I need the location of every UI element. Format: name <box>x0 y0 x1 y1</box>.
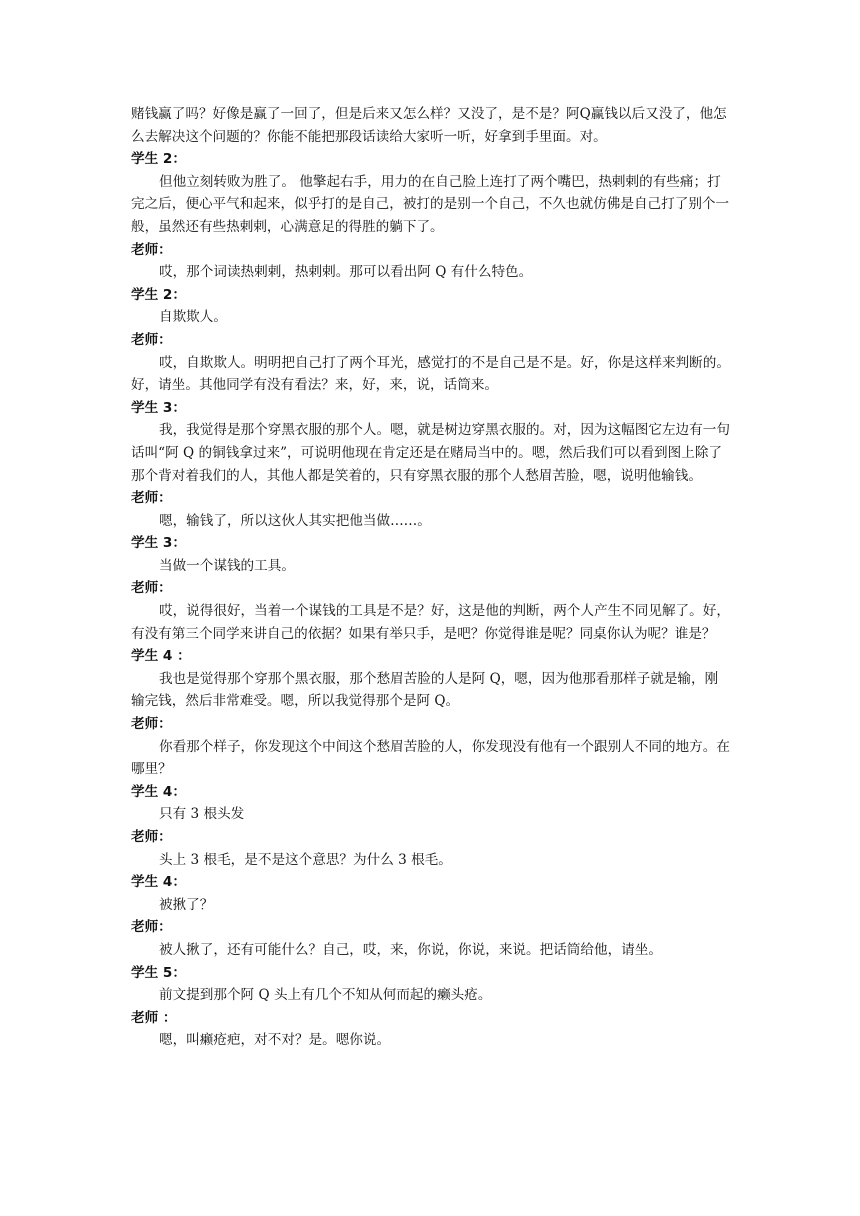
speech-paragraph: 我，我觉得是那个穿黑衣服的那个人。嗯，就是树边穿黑衣服的。对，因为这幅图它左边有一句话叫“阿 Q 的铜钱拿过来”，可说明他现在肯定还是在赌局当中的。嗯，然后我们可以看到图上除了那个背对着我们的人，其他人都是笑着的，只有穿黑衣服的那个人愁眉苦脸，嗯，说明他输钱。 <box>131 422 730 484</box>
intro-paragraph: 赌钱赢了吗？好像是赢了一回了，但是后来又怎么样？又没了，是不是？阿Q赢钱以后又没了，他怎么去解决这个问题的？你能不能把那段话读给大家听一听，好拿到手里面。对。 <box>131 106 727 145</box>
speech-paragraph: 哎，自欺欺人。明明把自己打了两个耳光，感觉打的不是自己是不是。好，你是这样来判断的。好，请坐。其他同学有没有看法？来，好，来，说，话筒来。 <box>131 354 730 394</box>
speech-paragraph: 头上 3 根毛，是不是这个意思？为什么 3 根毛。 <box>159 851 452 868</box>
speech-paragraph: 我也是觉得那个穿那个黑衣服，那个愁眉苦脸的人是阿 Q，嗯，因为他那看那样子就是输，刚输完钱，然后非常难受。嗯，所以我觉得那个是阿 Q。 <box>131 670 719 710</box>
speech-paragraph: 你看那个样子，你发现这个中间这个愁眉苦脸的人，你发现没有他有一个跟别人不同的地方。在哪里？ <box>131 738 730 778</box>
speech-paragraph: 嗯，输钱了，所以这伙人其实把他当做……。 <box>159 512 431 529</box>
speaker-label: 学生 4 ： <box>131 648 191 665</box>
speech-paragraph: 哎，说得很好，当着一个谋钱的工具是不是？好，这是他的判断，两个人产生不同见解了。好，有没有第三个同学来讲自己的依据？如果有举只手，是吧？你觉得谁是呢？同桌你认为呢？谁是？ <box>131 603 730 642</box>
speech-paragraph: 嗯，叫癞疮疤，对不对？是。嗯你说。 <box>159 1032 391 1049</box>
speech-paragraph: 但他立刻转败为胜了。 他擎起右手，用力的在自己脸上连打了两个嘴巴，热剌剌的有些痛；打完之后，便心平气和起来，似乎打的是自己，被打的是别一个自己，不久也就仿佛是自己打了别个一般，虽然还有些热剌剌，心满意足的得胜的躺下了。 <box>131 173 730 235</box>
speech-paragraph: 被人揪了，还有可能什么？自己，哎，来，你说，你说，来说。把话筒给他，请坐。 <box>159 941 662 958</box>
speaker-label: 学生 3： <box>131 535 186 552</box>
speaker-label: 老师： <box>131 829 172 845</box>
speaker-label: 老师 ： <box>131 1009 177 1026</box>
speaker-label: 老师： <box>131 580 172 597</box>
speaker-label: 学生 2： <box>131 286 186 303</box>
speaker-label: 老师： <box>131 919 172 936</box>
speaker-label: 老师： <box>131 716 172 733</box>
speech-paragraph: 只有 3 根头发 <box>159 806 245 823</box>
speaker-label: 学生 5： <box>131 964 186 981</box>
speaker-label: 老师： <box>131 331 172 348</box>
speaker-label: 学生 2： <box>131 151 186 168</box>
speech-paragraph: 前文提到那个阿 Q 头上有几个不知从何而起的癞头疮。 <box>159 987 492 1004</box>
speaker-label: 学生 3： <box>131 399 186 416</box>
speaker-label: 老师： <box>131 241 172 258</box>
speech-paragraph: 哎，那个词读热剌剌，热剌剌。那可以看出阿 Q 有什么特色。 <box>159 264 533 281</box>
speech-paragraph: 自欺欺人。 <box>159 309 227 326</box>
speaker-label: 老师： <box>131 490 172 507</box>
speech-paragraph: 当做一个谋钱的工具。 <box>159 557 295 574</box>
document-page <box>131 103 731 1052</box>
speaker-label: 学生 4： <box>131 874 186 891</box>
speech-paragraph: 被揪了？ <box>159 896 214 913</box>
speaker-label: 学生 4： <box>131 783 186 800</box>
